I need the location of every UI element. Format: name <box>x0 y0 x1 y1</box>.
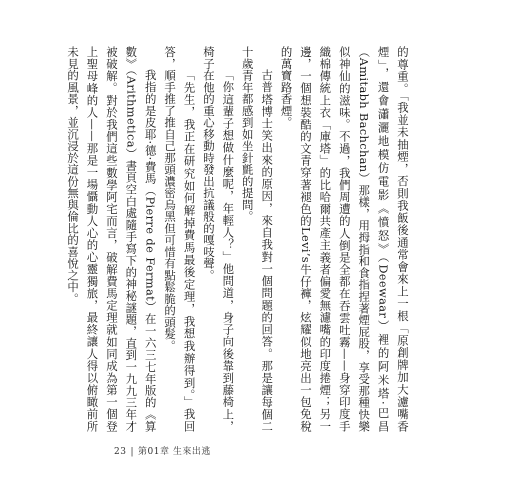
paragraph-1: 的尊重。「我並未抽煙，否則我飯後通常會來上一根「原創牌加大濾嘴香煙」，還會瀟灑地模仿電影《憤怒》（Deewaar）裡的阿米塔·巴昌（Amitabh Bachchan）那樣，用拇指和食指捏著煙屁股，享受那種快樂似神仙的滋味。不過，我們周遭的人倒是全都在吞雲吐霧——身穿印度手織棉傳統上衣「庫塔」的比哈爾共產主義者偏愛無濾嘴的印度捲煙；另一邊，一個想裝酷的文青穿著褪色的Levi’s牛仔褲，炫耀似地亮出一包免稅的萬寶路香煙。 <box>279 46 410 432</box>
paragraph-2: 古普塔博士笑出來的原因，來自我對一個問題的回答。那是讓每個二十歲青年都感到如坐針氈的提問。 <box>240 46 275 432</box>
chapter-label: 第01章 <box>138 447 170 457</box>
paragraph-5: 我指的是皮耶·德·費馬（Pierre de Fermat）在一六三七年版的《算數》（Arithmetica）書頁空白處隨手寫下的神秘謎題，直到一九九三年才被破解。對於我們這些數學阿宅而言，破解費馬定理就如同成為第一個登上聖母峰的人——那是一場懾動人心的心靈獨旅，最終讓人得以俯瞰前所未見的風景，並沉浸於這份無與倫比的喜悅之中。 <box>66 46 158 432</box>
chapter-title: 生來出逃 <box>172 447 211 457</box>
paragraph-3: 「你這輩子想做什麼呢，年輕人？」他問道，身子向後靠到藤椅上，椅子在他的重心移動時發出抗議般的嘎吱聲。 <box>201 46 236 432</box>
page-footer: 23 | 第01章 生來出逃 <box>114 447 211 457</box>
chapter-body-text <box>66 46 412 432</box>
paragraph-4: 「先生，我正在研究如何解掉費馬最後定理，我想我辦得到。」我回答，順手推了推自己那頭濃密烏黑但可惜有點鬆脆的頭髮。 <box>163 46 197 432</box>
page-number: 23 <box>114 447 127 457</box>
